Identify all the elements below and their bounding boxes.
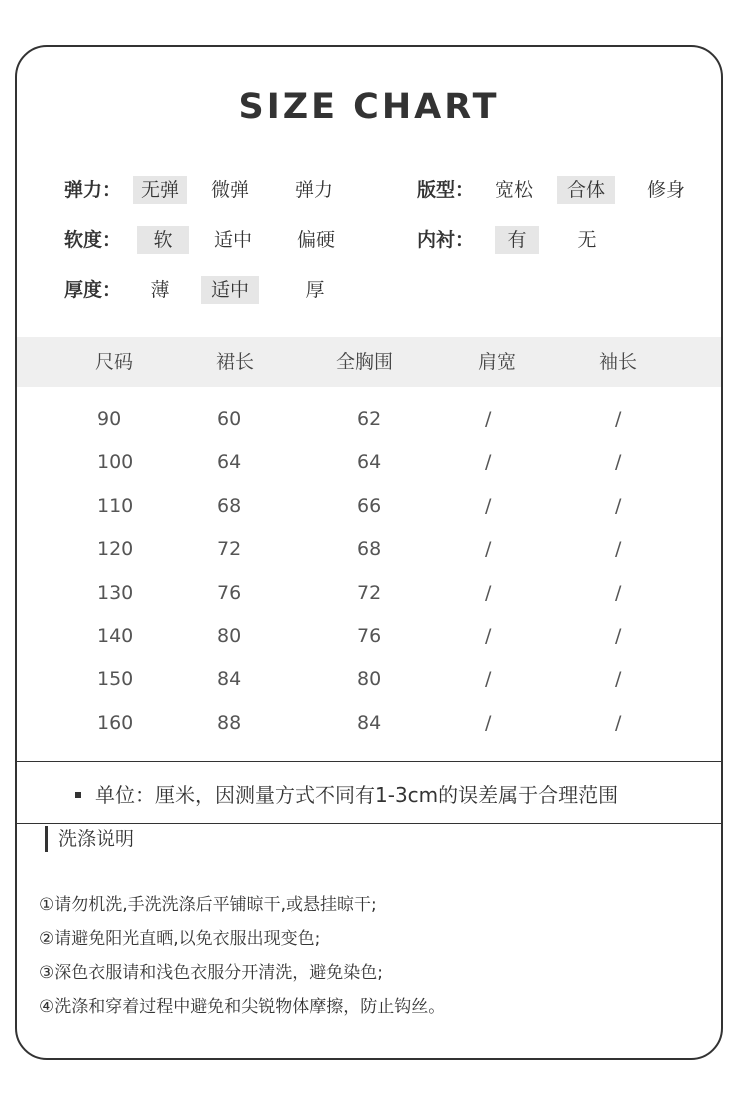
cell-sleeve: / [615,625,622,647]
cell-length: 60 [217,408,242,430]
cell-shoulder: / [485,408,492,430]
measurement-note [75,778,618,812]
page-title: SIZE CHART [238,87,500,127]
lining-label: 内衬： [417,229,475,251]
cell-size: 140 [97,625,134,647]
fit-option-slim: 修身 [646,179,685,201]
cell-size: 100 [97,451,134,473]
column-header-length: 裙长 [216,351,255,373]
cell-length: 68 [217,495,242,517]
column-header-size: 尺码 [95,351,134,373]
cell-sleeve: / [615,668,622,690]
thickness-option-thin: 薄 [150,279,170,301]
cell-chest: 80 [357,668,382,690]
washing-instruction: ④洗涤和穿着过程中避免和尖锐物体摩擦，防止钩丝。 [39,997,446,1017]
cell-shoulder: / [485,625,492,647]
washing-instruction: ③深色衣服请和浅色衣服分开清洗，避免染色; [39,963,383,983]
cell-chest: 84 [357,712,382,734]
cell-shoulder: / [485,668,492,690]
size-chart-card [15,45,723,1060]
fit-label: 版型： [417,179,475,201]
cell-length: 84 [217,668,242,690]
cell-chest: 66 [357,495,382,517]
column-header-shoulder: 肩宽 [478,351,517,373]
cell-length: 88 [217,712,242,734]
thickness-option-medium: 适中 [201,276,259,304]
washing-instruction: ①请勿机洗,手洗洗涤后平铺晾干,或悬挂晾干; [39,895,377,915]
cell-sleeve: / [615,408,622,430]
cell-chest: 68 [357,538,382,560]
fit-option-loose: 宽松 [494,179,533,201]
cell-length: 64 [217,451,242,473]
cell-chest: 62 [357,408,382,430]
softness-option-medium: 适中 [213,229,252,251]
cell-shoulder: / [485,538,492,560]
cell-chest: 72 [357,582,382,604]
lining-option-no: 无 [577,229,597,251]
bullet-icon [75,792,81,798]
cell-sleeve: / [615,451,622,473]
elasticity-option-elastic: 弹力 [294,179,333,201]
cell-size: 130 [97,582,134,604]
washing-section-title: 洗涤说明 [45,826,134,852]
lining-option-yes: 有 [495,226,539,254]
cell-size: 90 [97,408,122,430]
elasticity-label: 弹力： [64,179,122,201]
cell-shoulder: / [485,495,492,517]
elasticity-option-slight: 微弹 [210,179,249,201]
cell-chest: 76 [357,625,382,647]
softness-option-stiff: 偏硬 [296,229,335,251]
cell-shoulder: / [485,712,492,734]
cell-chest: 64 [357,451,382,473]
cell-sleeve: / [615,582,622,604]
cell-shoulder: / [485,582,492,604]
cell-size: 160 [97,712,134,734]
elasticity-option-none: 无弹 [133,176,187,204]
divider [17,761,721,762]
cell-length: 80 [217,625,242,647]
thickness-option-thick: 厚 [305,279,325,301]
cell-size: 150 [97,668,134,690]
washing-instruction: ②请避免阳光直晒,以免衣服出现变色; [39,929,321,949]
cell-length: 72 [217,538,242,560]
divider [17,823,721,824]
cell-sleeve: / [615,538,622,560]
cell-sleeve: / [615,495,622,517]
measurement-note-text: 单位：厘米，因测量方式不同有1-3cm的误差属于合理范围 [95,783,619,807]
size-table-header [17,337,721,387]
fit-option-regular: 合体 [557,176,615,204]
cell-size: 110 [97,495,134,517]
cell-shoulder: / [485,451,492,473]
thickness-label: 厚度： [64,279,122,301]
column-header-chest: 全胸围 [336,351,394,373]
column-header-sleeve: 袖长 [599,351,638,373]
cell-size: 120 [97,538,134,560]
softness-option-soft: 软 [137,226,189,254]
cell-length: 76 [217,582,242,604]
cell-sleeve: / [615,712,622,734]
softness-label: 软度： [64,229,122,251]
